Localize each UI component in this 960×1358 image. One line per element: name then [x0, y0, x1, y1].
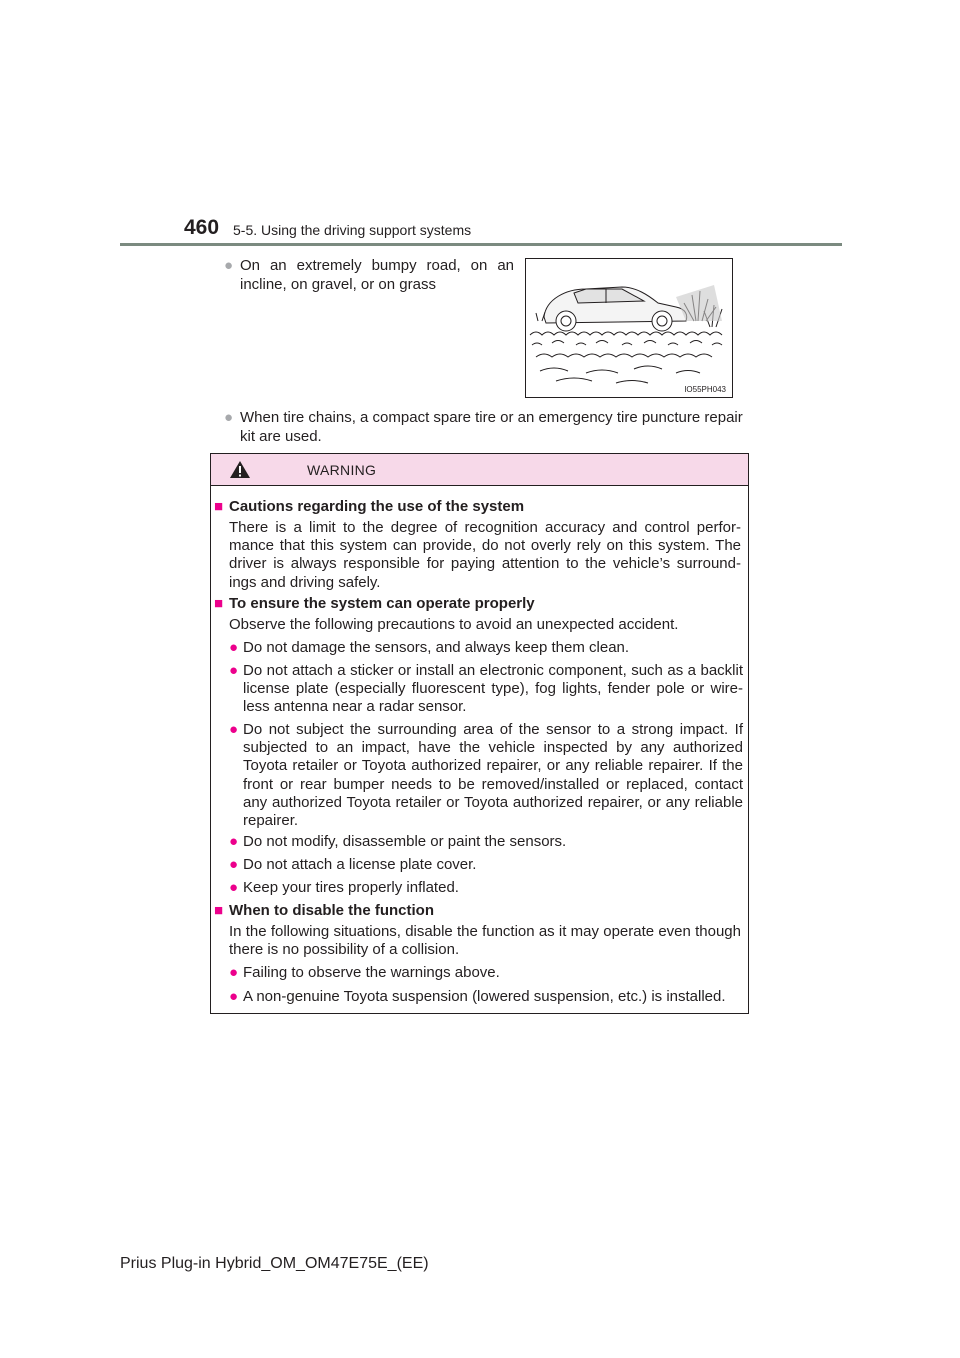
section-body: There is a limit to the degree of recognition accuracy and control perfor-mance that this system can provide, do not overly rely on this system. The driver is always responsible for paying attention to the vehicle’s surround-ings and driving safely.	[229, 519, 741, 591]
section-heading: To ensure the system can operate properly	[229, 595, 535, 612]
list-item-text: Do not damage the sensors, and always keep them clean.	[243, 639, 630, 656]
section-body: Observe the following precautions to avoid an unexpected accident.	[229, 616, 679, 633]
section-heading: When to disable the function	[229, 902, 434, 919]
section-heading: Cautions regarding the use of the system	[229, 498, 525, 515]
warning-triangle-icon	[229, 460, 251, 484]
bullet-icon: ●	[224, 409, 234, 426]
header-rule	[120, 243, 842, 246]
list-item-text: Keep your tires properly inflated.	[243, 879, 459, 896]
list-item	[229, 662, 743, 717]
list-item	[229, 721, 743, 830]
intro-text: On an extremely bumpy road, on an incline, on gravel, or on grass	[240, 257, 514, 293]
intro-item	[224, 256, 514, 294]
list-item-text: Do not subject the surrounding area of the sensor to a strong impact. If subjected to an impact, have the vehicle inspected by any authorized Toyota retailer or Toyota authorized repairer, or any reliable repairer. If the front or rear bumper needs to be removed/installed or replaced, contact any authorized Toyota retailer or Toyota authorized repairer, or any reliable repairer.	[243, 721, 743, 830]
section-body: In the following situations, disable the function as it may operate even though there is no possibility of a collision.	[229, 923, 741, 959]
list-item-text: A non-genuine Toyota suspension (lowered suspension, etc.) is installed.	[243, 988, 726, 1005]
bullet-icon: ●	[229, 964, 239, 981]
list-item-text: Do not attach a license plate cover.	[243, 856, 477, 873]
square-bullet-icon: ■	[214, 595, 224, 612]
list-item-text: Failing to observe the warnings above.	[243, 964, 500, 981]
list-item-text: Do not modify, disassemble or paint the sensors.	[243, 833, 567, 850]
page-number: 460	[184, 216, 220, 239]
list-item	[229, 988, 743, 1006]
bullet-icon: ●	[229, 879, 239, 896]
bullet-icon: ●	[224, 257, 234, 274]
section-title: 5-5. Using the driving support systems	[233, 222, 472, 238]
bullet-icon: ●	[229, 662, 239, 679]
bullet-icon: ●	[229, 639, 239, 656]
footer-text: Prius Plug-in Hybrid_OM_OM47E75E_(EE)	[120, 1255, 429, 1272]
square-bullet-icon: ■	[214, 498, 224, 515]
list-item-text: Do not attach a sticker or install an electronic component, such as a backlit license plate (especially fluorescent type), fog lights, fender pole or wire-less antenna near a radar sensor.	[243, 662, 743, 716]
bullet-icon: ●	[229, 856, 239, 873]
car-illustration	[525, 258, 733, 398]
bullet-icon: ●	[229, 721, 239, 738]
list-item	[229, 833, 743, 851]
warning-box	[210, 453, 749, 1014]
list-item	[229, 879, 743, 897]
list-item	[229, 856, 743, 874]
intro-text: When tire chains, a compact spare tire or an emergency tire puncture repair kit are used.	[240, 409, 743, 445]
bullet-icon: ●	[229, 988, 239, 1005]
illustration-code: IO55PH043	[684, 385, 726, 394]
warning-title: WARNING	[307, 462, 377, 478]
intro-item	[224, 408, 752, 446]
square-bullet-icon: ■	[214, 902, 224, 919]
car-on-rough-road-image	[526, 259, 732, 397]
warning-header	[211, 454, 748, 486]
list-item	[229, 639, 743, 657]
bullet-icon: ●	[229, 833, 239, 850]
list-item	[229, 964, 743, 982]
